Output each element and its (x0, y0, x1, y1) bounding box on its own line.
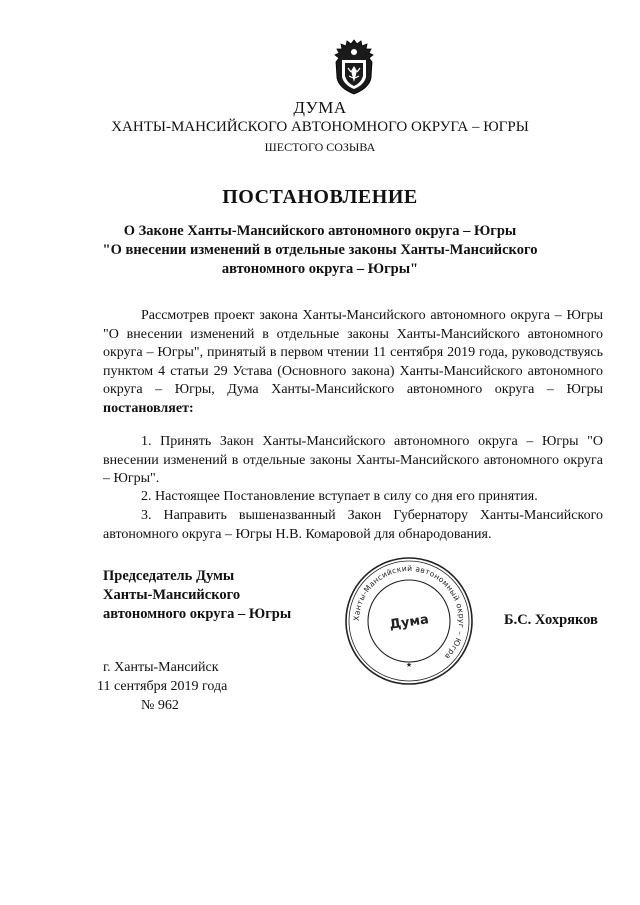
resolution-item: 1. Принять Закон Ханты-Мансийского автономного округа – Югры "О внесении изменений в отдельные законы Ханты-Мансийского автономного округа – Югры". (103, 434, 603, 486)
resolves-word: постановляет: (103, 400, 194, 416)
issuer-title: ДУМА (293, 98, 347, 117)
document-type-title: ПОСТАНОВЛЕНИЕ (222, 186, 418, 208)
seal-center-text: Дума (388, 612, 430, 633)
signatory-position (103, 567, 291, 624)
signatory-position-line: автономного округа – Югры (103, 606, 292, 622)
coat-of-arms-icon (331, 38, 377, 96)
preamble-text: Рассмотрев проект закона Ханты-Мансийского автономного округа – Югры "О внесении изменений в отдельные законы Ханты-Мансийского автономного округа – Югры", принятый в первом чтении 11 сентября 2019 года, руководствуясь пунктом 4 статьи 29 Устава (Основного закона) Ханты-Мансийского автономного округа – Югры, Дума Ханты-Мансийского автономного округа – Югры (103, 308, 603, 397)
seal-star-icon: ★ (405, 661, 413, 669)
document-number: № 962 (141, 698, 179, 713)
signatory-position-line: Ханты-Мансийского (103, 587, 241, 603)
signer-name: Б.С. Хохряков (504, 612, 598, 628)
subject-line: "О внесении изменений в отдельные законы Ханты-Мансийского (102, 242, 538, 258)
issue-city: г. Ханты-Мансийск (103, 660, 219, 675)
preamble-paragraph (103, 307, 603, 418)
subject-line: автономного округа – Югры" (221, 261, 419, 277)
issue-date: 11 сентября 2019 года (97, 679, 228, 694)
official-seal (343, 555, 475, 687)
issuer-subtitle: ХАНТЫ-МАНСИЙСКОГО АВТОНОМНОГО ОКРУГА – ЮГРЫ (111, 119, 529, 135)
resolution-item: 3. Направить вышеназванный Закон Губернатору Ханты-Мансийского автономного округа – Югры Н.В. Комаровой для обнародования. (103, 508, 603, 542)
resolution-item: 2. Настоящее Постановление вступает в силу со дня его принятия. (141, 489, 538, 504)
subject-line: О Законе Ханты-Мансийского автономного округа – Югры (123, 223, 517, 239)
signatory-position-line: Председатель Думы (103, 568, 235, 584)
seal-ring-text: Ханты-Мансийский автономный округ – Югра (351, 563, 467, 662)
convocation: ШЕСТОГО СОЗЫВА (264, 140, 376, 154)
